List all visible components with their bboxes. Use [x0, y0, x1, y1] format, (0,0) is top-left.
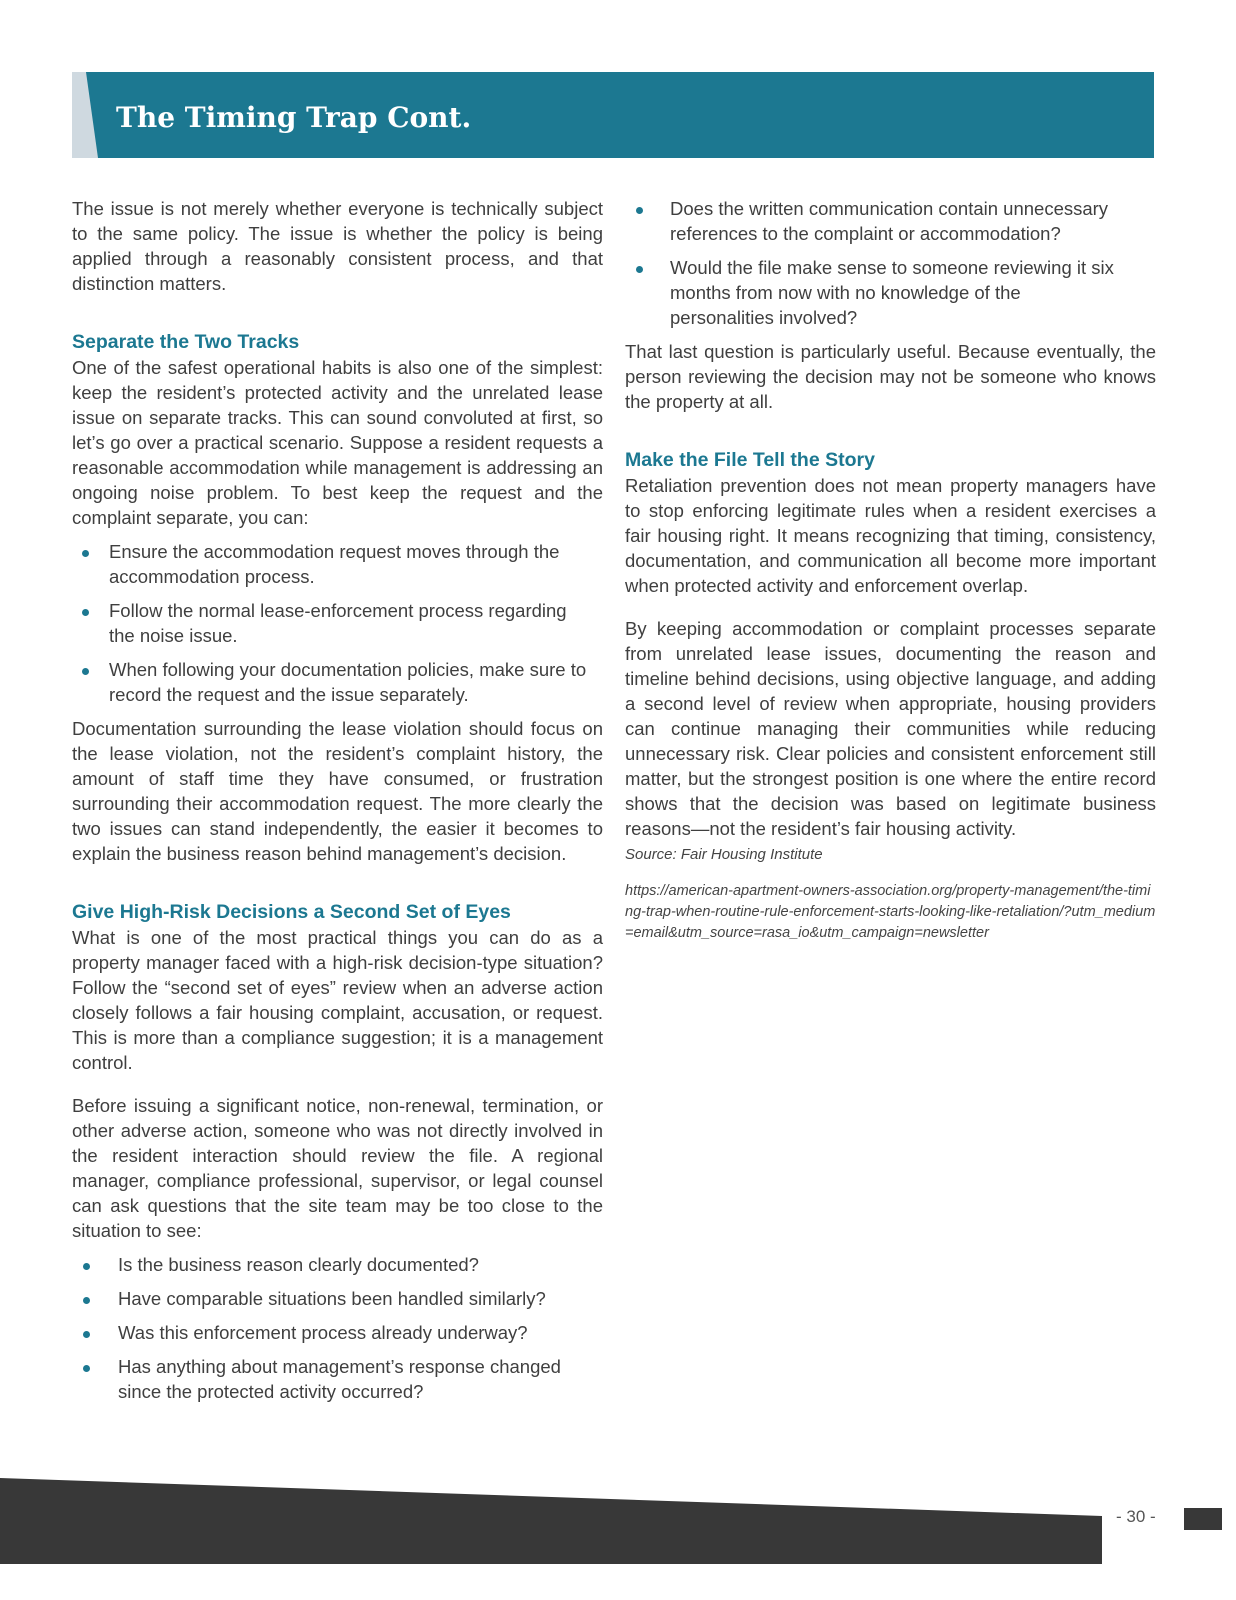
conclusion-paragraph: By keeping accommodation or complaint processes separate from unrelated lease issues, documenting the reason and timeline behind decisions, using objective language, and adding a second level of review when appropriate, housing providers can continue managing their communities while reducing unnecessary risk. Clear policies and consistent enforcement still matter, but the strongest position is one where the entire record shows that the decision was based on legitimate business reasons—not the resident’s fair housing activity.: [625, 618, 1156, 839]
bullet-dot-icon: [82, 609, 89, 616]
list-item-text: Ensure the accommodation request moves through the accommodation process.: [109, 541, 560, 587]
list-item: [72, 1320, 603, 1345]
bullet-dot-icon: [82, 550, 89, 557]
list-item-text: Would the file make sense to someone reviewing it six months from now with no knowledge of the personalities involved?: [670, 257, 1114, 328]
bullet-dot-icon: [83, 1263, 90, 1270]
section-heading-second-set-of-eyes: Give High-Risk Decisions a Second Set of Eyes: [72, 901, 511, 923]
section-heading-separate-tracks: Separate the Two Tracks: [72, 331, 300, 353]
separate-tracks-paragraph: One of the safest operational habits is also one of the simplest: keep the resident’s protected activity and the unrelated lease issue on separate tracks. This can sound convoluted at first, so let’s go over a practical scenario. Suppose a resident requests a reasonable accommodation while management is addressing an ongoing noise problem. To best keep the request and the complaint separate, you can:: [72, 357, 603, 528]
page-title: The Timing Trap Cont.: [116, 101, 472, 134]
left-column: [72, 196, 603, 1413]
footer-band: [0, 1478, 1102, 1564]
page-number: - 30 -: [1116, 1507, 1156, 1526]
list-item: [72, 1354, 603, 1404]
intro-paragraph: The issue is not merely whether everyone is technically subject to the same policy. The issue is whether the policy is being applied through a reasonably consistent process, and that distinction matters.: [72, 198, 603, 294]
list-item: [72, 1286, 603, 1311]
list-item-text: Has anything about management’s response changed since the protected activity occurred?: [118, 1356, 561, 1402]
list-item: [72, 1252, 603, 1277]
review-questions-list-continued: [625, 196, 1156, 330]
bullet-dot-icon: [636, 266, 643, 273]
page-tab: [1184, 1508, 1222, 1530]
second-set-of-eyes-paragraph: What is one of the most practical things you can do as a property manager faced with a high-risk decision-type situation? Follow the “second set of eyes” review when an adverse action closely follows a fair housing complaint, accusation, or request. This is more than a compliance suggestion; it is a management control.: [72, 927, 603, 1073]
list-item-text: Is the business reason clearly documented?: [118, 1254, 479, 1275]
bullet-dot-icon: [82, 668, 89, 675]
section-heading-file-tell-story: Make the File Tell the Story: [625, 449, 875, 471]
list-item-text: Was this enforcement process already underway?: [118, 1322, 528, 1343]
list-item-text: Follow the normal lease-enforcement process regarding the noise issue.: [109, 600, 567, 646]
section-banner: [72, 72, 1154, 158]
list-item: [625, 255, 1156, 330]
list-item-text: When following your documentation policies, make sure to record the request and the issue separately.: [109, 659, 587, 705]
bullet-dot-icon: [636, 207, 643, 214]
list-item: [72, 539, 603, 589]
bullet-dot-icon: [83, 1365, 90, 1372]
list-item-text: Have comparable situations been handled similarly?: [118, 1288, 546, 1309]
banner-accent-stripe: [72, 72, 98, 158]
before-issuing-paragraph: Before issuing a significant notice, non-renewal, termination, or other adverse action, someone who was not directly involved in the resident interaction should review the file. A regional manager, compliance professional, supervisor, or legal counsel can ask questions that the site team may be too close to the situation to see:: [72, 1095, 603, 1241]
list-item-text: Does the written communication contain unnecessary references to the complaint or accommodation?: [670, 198, 1109, 244]
right-column: [625, 196, 1156, 944]
list-item: [72, 598, 603, 648]
review-questions-list: [72, 1252, 603, 1404]
source-url: https://american-apartment-owners-association.org/property-management/the-timing-trap-when-routine-rule-enforcement-starts-looking-like-retaliation/?utm_medium=email&utm_source=rasa_io&utm_campaign=newsletter: [625, 883, 1156, 941]
bullet-dot-icon: [83, 1297, 90, 1304]
last-question-paragraph: That last question is particularly useful. Because eventually, the person reviewing the decision may not be someone who knows the property at all.: [625, 341, 1156, 412]
source-citation: Source: Fair Housing Institute: [625, 846, 823, 863]
documentation-paragraph: Documentation surrounding the lease violation should focus on the lease violation, not the resident’s complaint history, the amount of staff time they have consumed, or frustration surrounding their accommodation request. The more clearly the two issues can stand independently, the easier it becomes to explain the business reason behind management’s decision.: [72, 718, 603, 864]
list-item: [72, 657, 603, 707]
list-item: [625, 196, 1156, 246]
bullet-dot-icon: [83, 1331, 90, 1338]
separate-tracks-bullet-list: [72, 539, 603, 707]
retaliation-prevention-paragraph: Retaliation prevention does not mean property managers have to stop enforcing legitimate rules when a resident exercises a fair housing right. It means recognizing that timing, consistency, documentation, and communication all become more important when protected activity and enforcement overlap.: [625, 475, 1156, 596]
